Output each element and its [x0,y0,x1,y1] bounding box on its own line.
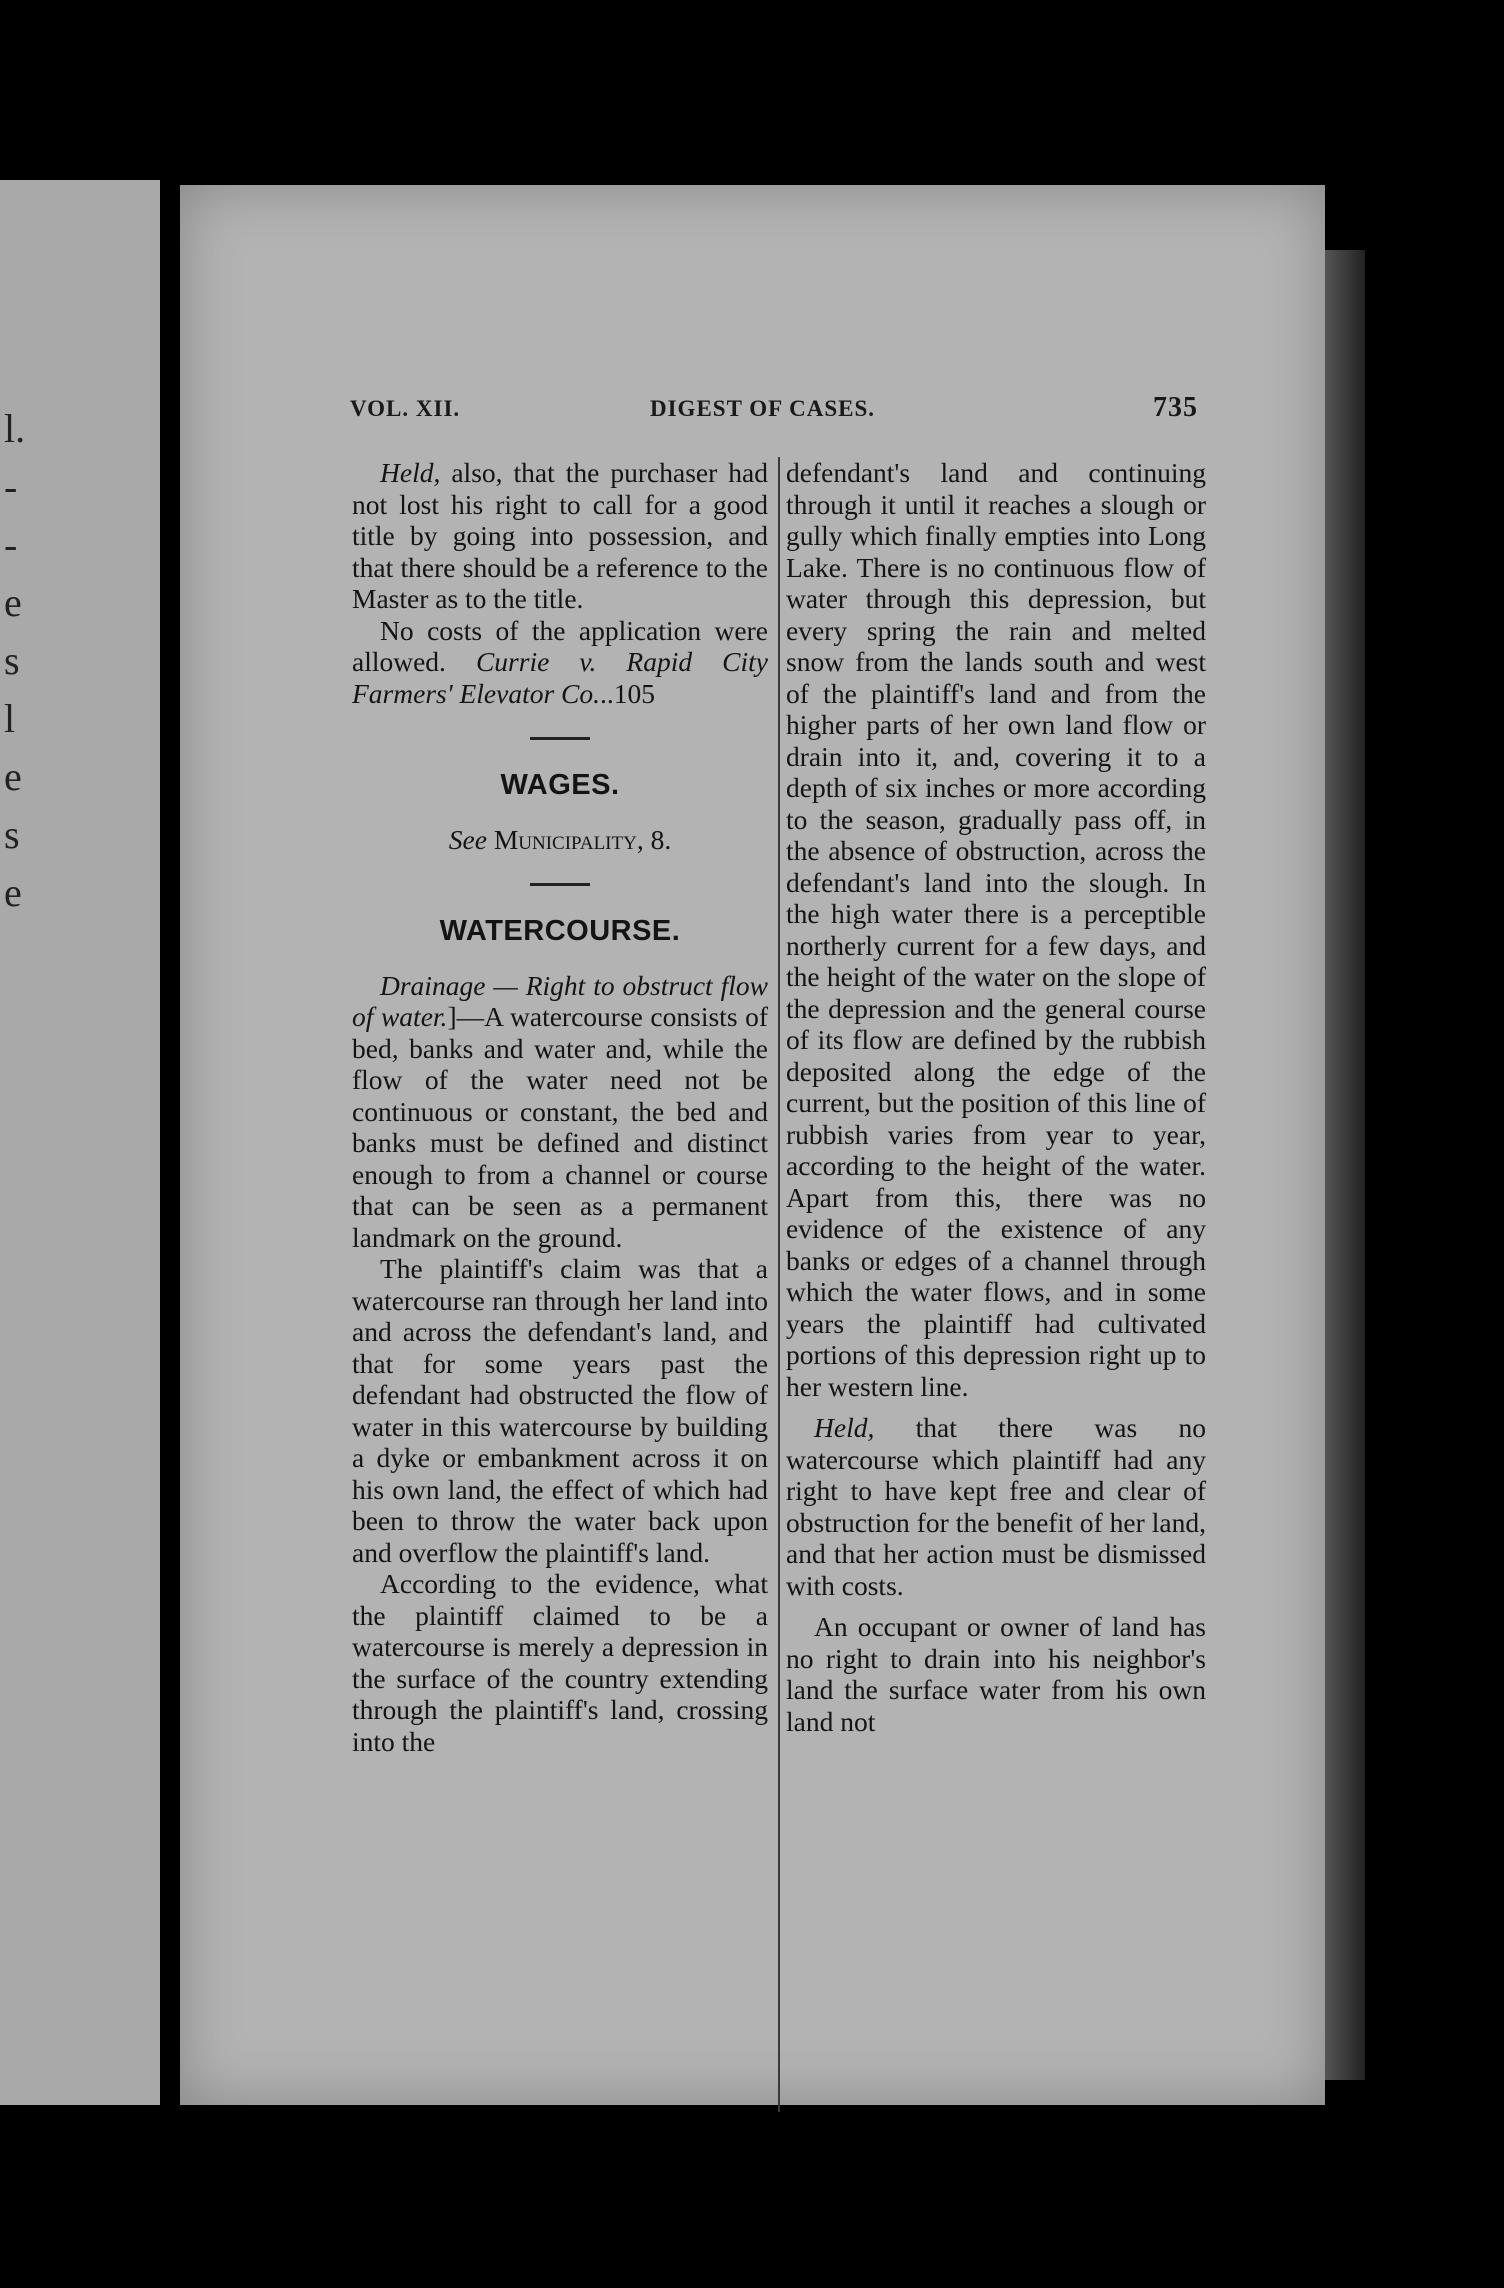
xref-number: , 8. [636,823,672,855]
held-paragraph [352,457,768,615]
volume-label: VOL. XII. [350,396,461,421]
section-divider [530,883,590,886]
evidence-paragraph: According to the evidence, what the plaintiff claimed to be a watercourse is merely a depression in the surface of the country extending through the plaintiff's land, crossing into the [352,1568,768,1757]
held-italic-2: Held, [814,1412,875,1443]
left-column [352,457,768,1757]
running-header [180,392,1325,436]
held-text-2: that there was no watercourse which plaintiff had any right to have kept free and clear of obstruction for the benefit of her land, and that her action must be dismissed with costs. [786,1412,1206,1601]
held-italic: Held, [380,457,441,488]
held-text: also, that the purchaser had not lost his right to call for a good title by going into possession, and that there should be a reference to the Master as to the title. [352,457,768,614]
drainage-text: ]—A watercourse consists of bed, banks and water and, while the flow of the water need not be continuous or constant, the bed and banks must be defined and distinct enough to from a channel or course that can be seen as a permanent landmark on the ground. [352,1001,769,1253]
book-page [180,185,1325,2105]
continuation-paragraph: defendant's land and continuing through it until it reaches a slough or gully which finally empties into Long Lake. There is no continuous flow of water through this depression, but every spring the rain and melted snow from the lands south and west of the plaintiff's land and from the higher parts of her own land flow or drain into it, and, covering it to a depth of six inches or more according to the season, gradually pass off, in the absence of obstruction, across the defendant's land into the slough. In the high water there is a perceptible northerly current for a few days, and the height of the water on the slope of the depression and the general course of its flow are defined by the rubbish deposited along the edge of the current, but the position of this line of rubbish varies from year to year, according to the height of the water. Apart from this, there was no evidence of the existence of any banks or edges of a channel through which the water flows, and in some years the plaintiff had cultivated portions of this depression right up to her western line. [786,457,1206,1402]
heading-watercourse: WATERCOURSE. [439,915,681,947]
held-paragraph-2 [786,1412,1206,1601]
xref-target: Municipality [493,823,637,855]
cross-reference [352,824,768,856]
costs-paragraph [352,615,768,710]
xref-see: See [448,823,487,855]
previous-page-edge [0,180,160,2105]
case-page-ref: ..105 [600,677,656,709]
drainage-headnote: Drainage — Right to obstruct flow of water. [352,969,768,1032]
section-divider [530,737,590,740]
drainage-paragraph [352,970,768,1254]
heading-wages: WAGES. [500,769,620,801]
next-page-edge [1325,250,1365,2080]
claim-paragraph: The plaintiff's claim was that a watercourse ran through her land into and across the defendant's land, and that for some years past the defendant had obstructed the flow of water in this watercourse by building a dyke or embankment across it on his own land, the effect of which had been to throw the water back upon and overflow the plaintiff's land. [352,1253,768,1568]
column-divider [778,457,780,2112]
occupant-paragraph: An occupant or owner of land has no right to drain into his neighbor's land the surface water from his own land not [786,1611,1206,1737]
costs-text: No costs of the application were allowed. [352,614,768,677]
right-column [786,457,1206,1737]
page-number: 735 [1153,392,1198,423]
case-citation: Currie v. Rapid City Farmers' Elevator Co. [352,646,768,709]
running-title: DIGEST OF CASES. [650,396,875,421]
previous-page-text-fragments: l. - - e s l e s e [4,406,26,915]
